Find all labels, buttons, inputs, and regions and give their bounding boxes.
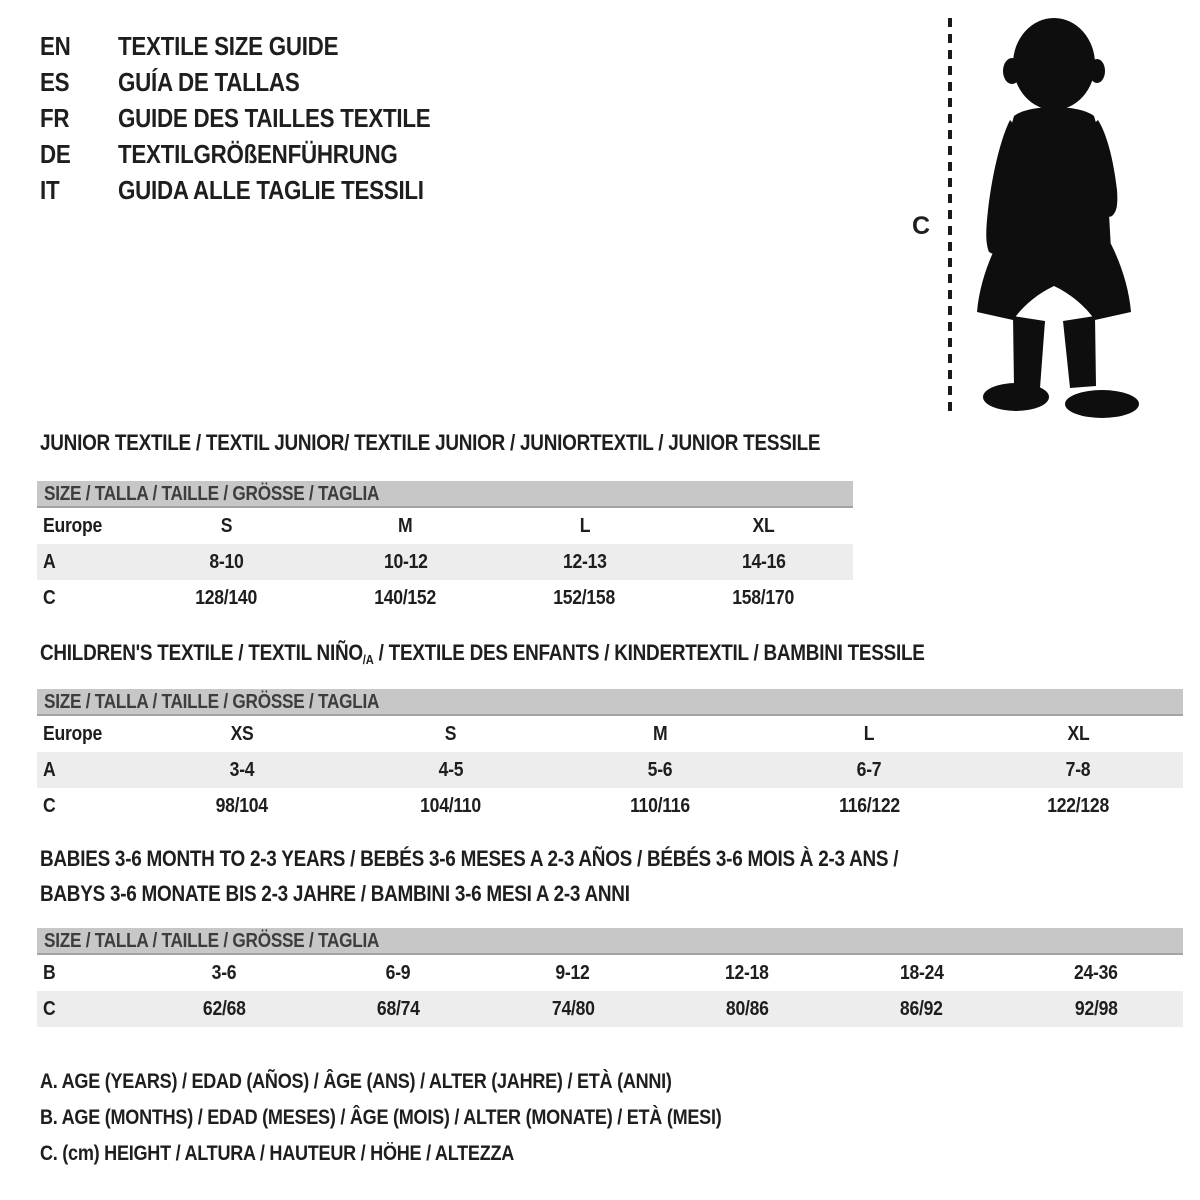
height-cell: 128/140	[195, 586, 258, 609]
junior-size-table	[37, 481, 853, 616]
age-cell: 12-13	[562, 550, 607, 573]
row-label: A	[43, 758, 56, 781]
age-cell: 3-4	[229, 758, 254, 781]
height-cell: 92/98	[1074, 997, 1118, 1020]
language-row-it	[40, 172, 481, 208]
age-cell: 3-6	[211, 961, 237, 984]
row-label: Europe	[43, 722, 103, 745]
table-row-age	[37, 752, 1183, 788]
height-cell: 158/170	[732, 586, 795, 609]
age-cell: 5-6	[647, 758, 673, 781]
row-label: C	[43, 997, 56, 1020]
height-measure-dashed-line	[946, 18, 954, 418]
legend-line-b: B. AGE (MONTHS) / EDAD (MESES) / ÂGE (MOIS) / ALTER (MONATE) / ETÀ (MESI)	[40, 1106, 722, 1129]
toddler-silhouette-icon	[963, 14, 1145, 424]
measurement-legend	[40, 1064, 832, 1172]
guide-title-fr: GUIDE DES TAILLES TEXTILE	[118, 103, 431, 133]
guide-title-es: GUÍA DE TALLAS	[118, 67, 300, 97]
language-code: DE	[40, 139, 71, 169]
height-cell: 152/158	[553, 586, 616, 609]
age-cell: 8-10	[209, 550, 244, 573]
guide-title-de: TEXTILGRÖßENFÜHRUNG	[118, 139, 398, 169]
age-cell: 24-36	[1073, 961, 1118, 984]
table-row-europe	[37, 716, 1183, 752]
height-cell: 140/152	[374, 586, 437, 609]
age-cell: 6-9	[386, 961, 411, 984]
language-row-en	[40, 28, 481, 64]
row-label: C	[43, 794, 56, 817]
size-cell: S	[445, 722, 457, 745]
size-cell: M	[398, 514, 413, 537]
age-cell: 4-5	[438, 758, 464, 781]
height-cell: 104/110	[420, 794, 482, 817]
height-cell: 98/104	[215, 794, 268, 817]
language-code: FR	[40, 103, 70, 133]
nino-a-subscript: /A	[362, 652, 374, 667]
size-cell: XL	[1067, 722, 1090, 745]
size-cell: XL	[752, 514, 775, 537]
children-section-title: CHILDREN'S TEXTILE / TEXTIL NIÑO/A / TEXTILE DES ENFANTS / KINDERTEXTIL / BAMBINI TESSILE	[40, 640, 925, 667]
babies-section-title: BABIES 3-6 MONTH TO 2-3 YEARS / BEBÉS 3-6 MESES A 2-3 AÑOS / BÉBÉS 3-6 MOIS À 2-3 ANS / BABYS 3-6 MONATE BIS 2-3 JAHRE / BAMBINI 3-6 MESI A 2-3 ANNI	[40, 846, 899, 906]
size-cell: M	[652, 722, 668, 745]
size-header-bar: SIZE / TALLA / TAILLE / GRÖSSE / TAGLIA	[37, 481, 853, 508]
age-cell: 10-12	[383, 550, 428, 573]
height-cell: 68/74	[377, 997, 420, 1020]
row-label: C	[43, 586, 56, 609]
age-cell: 14-16	[741, 550, 786, 573]
height-cell: 86/92	[900, 997, 943, 1020]
language-row-es	[40, 64, 481, 100]
language-code: EN	[40, 31, 71, 61]
height-cell: 122/128	[1047, 794, 1110, 817]
row-label: A	[43, 550, 56, 573]
size-cell: S	[220, 514, 233, 537]
age-cell: 12-18	[725, 961, 769, 984]
table-row-height	[37, 991, 1183, 1027]
age-cell: 7-8	[1066, 758, 1091, 781]
children-size-table	[37, 689, 1183, 824]
row-label: B	[43, 961, 56, 984]
height-cell: 80/86	[725, 997, 769, 1020]
height-measure-label: C	[912, 212, 930, 240]
legend-line-c: C. (cm) HEIGHT / ALTURA / HAUTEUR / HÖHE / ALTEZZA	[40, 1142, 515, 1165]
language-code: IT	[40, 175, 60, 205]
language-title-list	[40, 28, 481, 208]
height-cell: 110/116	[630, 794, 690, 817]
guide-title-en: TEXTILE SIZE GUIDE	[118, 31, 339, 61]
table-row-age	[37, 544, 853, 580]
size-cell: L	[579, 514, 590, 537]
height-cell: 74/80	[551, 997, 595, 1020]
age-cell: 9-12	[555, 961, 590, 984]
language-row-fr	[40, 100, 481, 136]
height-cell: 116/122	[838, 794, 900, 817]
height-cell: 62/68	[202, 997, 246, 1020]
row-label: Europe	[43, 514, 103, 537]
size-header-bar: SIZE / TALLA / TAILLE / GRÖSSE / TAGLIA	[37, 689, 1183, 716]
legend-line-a: A. AGE (YEARS) / EDAD (AÑOS) / ÂGE (ANS) / ALTER (JAHRE) / ETÀ (ANNI)	[40, 1070, 672, 1093]
size-cell: L	[863, 722, 875, 745]
size-cell: XS	[230, 722, 254, 745]
language-row-de	[40, 136, 481, 172]
junior-section-title: JUNIOR TEXTILE / TEXTIL JUNIOR/ TEXTILE JUNIOR / JUNIORTEXTIL / JUNIOR TESSILE	[40, 430, 821, 455]
language-code: ES	[40, 67, 70, 97]
table-row-height	[37, 788, 1183, 824]
babies-size-table	[37, 928, 1183, 1027]
size-header-bar: SIZE / TALLA / TAILLE / GRÖSSE / TAGLIA	[37, 928, 1183, 955]
table-row-height	[37, 580, 853, 616]
age-cell: 6-7	[856, 758, 882, 781]
guide-title-it: GUIDA ALLE TAGLIE TESSILI	[118, 175, 424, 205]
table-row-europe	[37, 508, 853, 544]
table-row-months	[37, 955, 1183, 991]
age-cell: 18-24	[899, 961, 944, 984]
